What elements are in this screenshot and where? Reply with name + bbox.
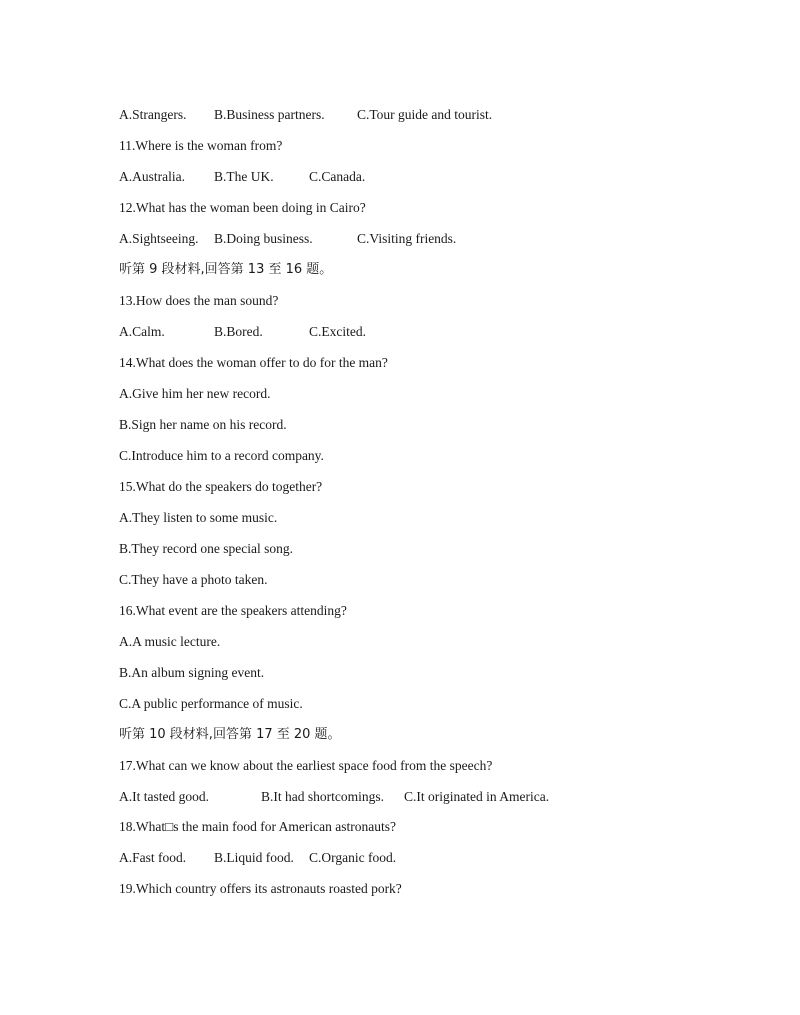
option-b: B.It had shortcomings. bbox=[261, 789, 384, 804]
option-b: B.Liquid food. bbox=[214, 850, 294, 865]
option-c: C.Introduce him to a record company. bbox=[119, 448, 324, 463]
question-19: 19.Which country offers its astronauts roasted pork? bbox=[119, 881, 402, 896]
option-b: B.Doing business. bbox=[214, 231, 313, 246]
option-b: B.An album signing event. bbox=[119, 665, 265, 680]
option-c: C.Tour guide and tourist. bbox=[357, 107, 493, 122]
option-c: C.They have a photo taken. bbox=[119, 572, 268, 587]
question-12: 12.What has the woman been doing in Cairo? bbox=[119, 200, 366, 215]
section-instruction-10: 听第 10 段材料,回答第 17 至 20 题。 bbox=[119, 727, 341, 742]
option-a: A.Calm. bbox=[119, 324, 165, 339]
option-a: A.They listen to some music. bbox=[119, 510, 278, 525]
option-a: A.Fast food. bbox=[119, 850, 187, 865]
option-a: A.Sightseeing. bbox=[119, 231, 199, 246]
option-a: A.Give him her new record. bbox=[119, 386, 271, 401]
option-a: A.A music lecture. bbox=[119, 634, 221, 649]
question-14: 14.What does the woman offer to do for the man? bbox=[119, 355, 388, 370]
option-c: C.Canada. bbox=[309, 169, 366, 184]
question-17: 17.What can we know about the earliest space food from the speech? bbox=[119, 758, 493, 773]
option-b: B.They record one special song. bbox=[119, 541, 293, 556]
option-c: C.It originated in America. bbox=[404, 789, 550, 804]
question-11: 11.Where is the woman from? bbox=[119, 138, 283, 153]
option-c: C.A public performance of music. bbox=[119, 696, 303, 711]
option-c: C.Excited. bbox=[309, 324, 366, 339]
option-b: B.Bored. bbox=[214, 324, 263, 339]
option-c: C.Visiting friends. bbox=[357, 231, 457, 246]
option-b: B.Business partners. bbox=[214, 107, 325, 122]
option-b: B.The UK. bbox=[214, 169, 274, 184]
question-16: 16.What event are the speakers attending? bbox=[119, 603, 347, 618]
section-instruction-9: 听第 9 段材料,回答第 13 至 16 题。 bbox=[119, 262, 333, 277]
option-a: A.It tasted good. bbox=[119, 789, 209, 804]
option-a: A.Strangers. bbox=[119, 107, 187, 122]
option-c: C.Organic food. bbox=[309, 850, 397, 865]
question-18: 18.What□s the main food for American astronauts? bbox=[119, 819, 396, 834]
option-a: A.Australia. bbox=[119, 169, 185, 184]
option-b: B.Sign her name on his record. bbox=[119, 417, 287, 432]
question-15: 15.What do the speakers do together? bbox=[119, 479, 323, 494]
question-13: 13.How does the man sound? bbox=[119, 293, 279, 308]
